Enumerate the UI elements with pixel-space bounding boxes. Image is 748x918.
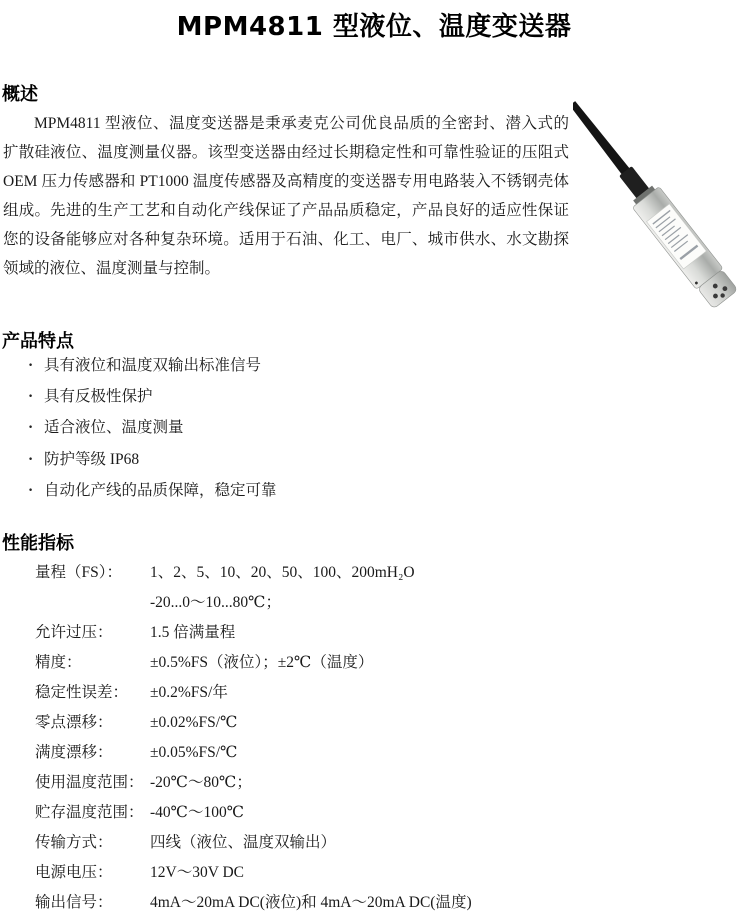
spec-value: 4mA～20mA DC(液位)和 4mA～20mA DC(温度) — [150, 894, 472, 911]
bullet-icon: · — [28, 450, 34, 468]
spec-value: ±0.05%FS/℃ — [150, 744, 238, 761]
feature-text: 防护等级 IP68 — [44, 450, 140, 468]
spec-row-accuracy — [35, 648, 740, 678]
features-list — [28, 350, 277, 506]
bullet-icon: · — [28, 481, 34, 499]
spec-row-operating-temp — [35, 768, 740, 798]
bullet-icon: · — [28, 357, 34, 374]
bullet-icon: · — [28, 388, 34, 406]
product-photo — [573, 90, 748, 312]
spec-label: 量程（FS）： — [35, 564, 122, 581]
spec-label: 满度漂移： — [35, 744, 113, 761]
spec-row-stability — [35, 678, 740, 708]
spec-row-range — [35, 558, 740, 618]
specs-heading: 性能指标 — [2, 533, 74, 554]
spec-value: 四线（液位、温度双输出） — [150, 834, 337, 851]
spec-value — [150, 558, 415, 618]
spec-label: 使用温度范围： — [35, 774, 144, 791]
feature-text: 适合液位、温度测量 — [44, 419, 184, 437]
overview-paragraph: MPM4811 型液位、温度变送器是秉承麦克公司优良品质的全密封、潜入式的扩散硅液位、温度测量仪器。该型变送器由经过长期稳定性和可靠性验证的压阻式 OEM 压力传感器和 PT1000 温度传感器及高精度的变送器专用电路装入不锈钢壳体组成。先进的生产工艺和自动化产线保证了产品品质稳定，产品良好的适应性保证您的设备能够应对各种复杂环境。适用于石油、化工、电厂、城市供水、水文勘探领域的液位、温度测量与控制。 — [3, 115, 569, 277]
spec-row-transmission — [35, 828, 740, 858]
spec-value: -20℃～80℃； — [150, 774, 252, 791]
features-heading: 产品特点 — [2, 331, 74, 352]
feature-item — [28, 444, 277, 475]
spec-label: 传输方式： — [35, 834, 113, 851]
spec-row-output-signal — [35, 888, 740, 918]
spec-row-storage-temp — [35, 798, 740, 828]
spec-label: 精度： — [35, 654, 82, 671]
feature-text: 具有液位和温度双输出标准信号 — [44, 357, 262, 374]
spec-label: 零点漂移： — [35, 714, 113, 731]
spec-value-line: 1、2、5、10、20、50、100、200mH₂O — [150, 564, 415, 581]
spec-value: -40℃～100℃ — [150, 804, 245, 821]
spec-value-line: -20...0～10...80℃； — [150, 594, 282, 611]
spec-label: 输出信号： — [35, 894, 113, 911]
spec-label: 允许过压： — [35, 624, 113, 641]
submersible-transmitter-photo-icon — [573, 90, 748, 312]
spec-value: ±0.5%FS（液位）；±2℃（温度） — [150, 654, 374, 671]
feature-item — [28, 381, 277, 412]
spec-value: ±0.02%FS/℃ — [150, 714, 238, 731]
specs-table — [35, 558, 740, 918]
spec-row-supply-voltage — [35, 858, 740, 888]
feature-text: 具有反极性保护 — [44, 388, 153, 406]
spec-value: 1.5 倍满量程 — [150, 624, 236, 641]
feature-item — [28, 475, 277, 506]
page-title: MPM4811 型液位、温度变送器 — [176, 12, 572, 42]
feature-item — [28, 350, 277, 381]
spec-row-zero-drift — [35, 708, 740, 738]
spec-label: 贮存温度范围： — [35, 804, 144, 821]
spec-label: 稳定性误差： — [35, 684, 129, 701]
overview-heading: 概述 — [2, 84, 38, 105]
spec-label: 电源电压： — [35, 864, 113, 881]
spec-value: 12V～30V DC — [150, 864, 245, 881]
feature-item — [28, 412, 277, 443]
bullet-icon: · — [28, 419, 34, 437]
feature-text: 自动化产线的品质保障，稳定可靠 — [44, 481, 277, 499]
spec-row-span-drift — [35, 738, 740, 768]
spec-row-overpressure — [35, 618, 740, 648]
spec-value: ±0.2%FS/年 — [150, 684, 228, 701]
